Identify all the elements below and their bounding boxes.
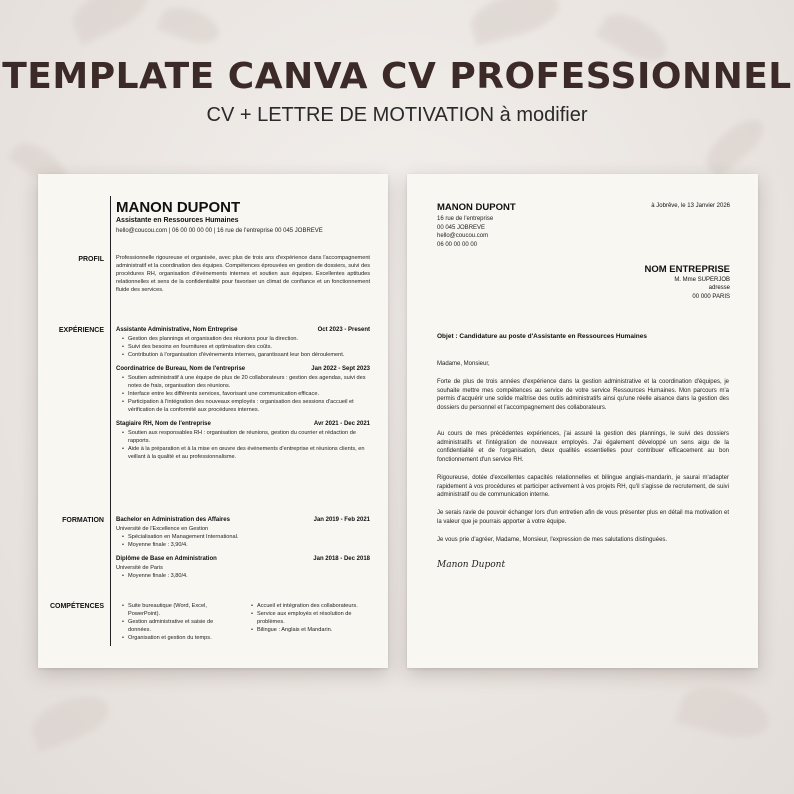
- list-item: • Gestion des plannings et organisation des réunions pour la direction.: [122, 335, 370, 343]
- recipient-name: NOM ENTREPRISE: [644, 264, 730, 275]
- job-title: Stagiaire RH, Nom de l'entreprise: [116, 421, 211, 428]
- list-item: • Suivi des besoins en fournitures et optimisation des coûts.: [122, 343, 370, 351]
- sender-name: MANON DUPONT: [437, 202, 516, 213]
- letter-closing: Je vous prie d'agréer, Madame, Monsieur, l'expression de mes salutations distinguées.: [437, 537, 668, 543]
- list-item: • Organisation et gestion du temps.: [122, 634, 237, 642]
- cv-role: Assistante en Ressources Humaines: [116, 217, 239, 224]
- cv-contact: hello@coucou.com | 06 00 00 00 00 | 16 rue de l'entreprise 00 045 JOBREVE: [116, 228, 323, 234]
- list-item: • Service aux employés et résolution de problèmes.: [251, 610, 366, 626]
- job-entry: [116, 365, 370, 414]
- recipient-line: adresse: [708, 285, 730, 292]
- formation-entry: [116, 555, 370, 580]
- recipient-line: 00 000 PARIS: [692, 293, 730, 300]
- job-entry: [116, 326, 370, 359]
- background-leaf: [676, 679, 775, 746]
- cv-name: MANON DUPONT: [116, 199, 241, 216]
- sender-line: 16 rue de l'entreprise: [437, 216, 494, 222]
- letter-paragraph: Au cours de mes précédentes expériences, j'ai assuré la gestion des plannings, le suivi des dossiers administratifs et l'intégration de nouveaux employés. J'ai également développé un sens aigu de la confidentialité et de l'organisation, deux qualités essentielles pour contribuer efficacement au bon fonctionnement d'un service RH.: [437, 431, 729, 464]
- letter-paragraph: Je serais ravie de pouvoir échanger lors d'un entretien afin de vous présenter plus en détail ma motivation et la valeur que je pourrais apporter à votre équipe.: [437, 510, 729, 525]
- background-leaf: [26, 688, 115, 753]
- list-item: • Soutien aux responsables RH : organisation de réunions, gestion du courrier et rédaction de rapports.: [122, 429, 370, 445]
- list-item: • Accueil et intégration des collaborateurs.: [251, 602, 366, 610]
- sender-line: 00 045 JOBREVE: [437, 224, 486, 231]
- list-item: • Moyenne finale : 3,90/4.: [122, 541, 370, 549]
- list-item: • Moyenne finale : 3,80/4.: [122, 572, 370, 580]
- letter-salutation: Madame, Monsieur,: [437, 361, 490, 367]
- formation-title: Bachelor en Administration des Affaires: [116, 517, 230, 523]
- job-title: Coordinatrice de Bureau, Nom de l'entreprise: [116, 366, 246, 373]
- letter-page: [407, 174, 758, 668]
- cv-page: [38, 174, 388, 668]
- list-item: • Participation à l'intégration des nouveaux employés : organisation des sessions d'accueil et vérification de la conformité aux procédures internes.: [122, 398, 370, 414]
- formation-school: Université de l'Excellence en Gestion: [116, 525, 209, 532]
- experience-section: [116, 326, 370, 461]
- formation-title: Diplôme de Base en Administration: [116, 556, 217, 563]
- job-dates: Jan 2022 - Sept 2023: [311, 366, 370, 373]
- section-label-competences: COMPÉTENCES: [49, 603, 104, 610]
- background-leaf: [65, 0, 154, 45]
- background-leaf: [466, 0, 563, 46]
- recipient-address: [674, 276, 730, 301]
- sender-address: [437, 215, 493, 250]
- competences-column: [251, 602, 366, 643]
- list-item: • Contribution à l'organisation d'événements internes, garantissant leur bon déroulement.: [122, 351, 370, 359]
- list-item: • Gestion administrative et saisie de données.: [122, 618, 237, 634]
- list-item: • Bilingue : Anglais et Mandarin.: [251, 626, 366, 634]
- letter-paragraph: Rigoureuse, dotée d'excellentes capacités relationnelles et bilingue anglais-mandarin, je saurai m'adapter rapidement à vos procédures et participer activement à vos projets RH, qu'il s'agisse de recrutement, de suivi administratif ou de communication interne.: [437, 475, 729, 499]
- formation-dates: Jan 2018 - Dec 2018: [313, 556, 370, 563]
- formation-section: [116, 516, 370, 580]
- sender-line: 06 00 00 00 00: [437, 242, 478, 249]
- letter-date: à Jobrêve, le 13 Janvier 2026: [651, 203, 730, 209]
- section-label-experience: EXPÉRIENCE: [58, 327, 104, 334]
- list-item: • Interface entre les différents services, favorisant une communication efficace.: [122, 390, 370, 398]
- list-item: • Suite bureautique (Word, Excel, PowerPoint).: [122, 602, 237, 618]
- competences-column: [122, 602, 237, 643]
- formation-school: Université de Paris: [116, 564, 163, 571]
- formation-entry: [116, 516, 370, 549]
- letter-paragraph: Forte de plus de trois années d'expérience dans la gestion administrative et la coordination d'équipes, je souhaite mettre mes compétences au service de votre service Ressources Humaines. Mon parcours m'a permis d'acquérir une solide maîtrise des outils administratifs ainsi qu'une réelle aisance dans la gestion des dossiers du personnel et l'accompagnement des collaborateurs.: [437, 379, 729, 412]
- job-title: Assistante Administrative, Nom Entreprise: [116, 327, 238, 333]
- page-title: TEMPLATE CANVA CV PROFESSIONNEL: [2, 56, 792, 97]
- profil-text: Professionnelle rigoureuse et organisée, avec plus de trois ans d'expérience dans l'accompagnement administratif et la coordination des équipes. Compétences éprouvées en gestion de dossiers, suivi des procédures RH, organisation d'événements internes et soutien aux équipes. Excellentes aptitudes relationnelles et sens de la confidentialité pour favoriser un climat de confiance et un fonctionnement fluide des services.: [116, 255, 370, 294]
- page-subtitle: CV + LETTRE DE MOTIVATION à modifier: [206, 104, 588, 126]
- job-dates: Oct 2023 - Present: [317, 327, 370, 333]
- signature: Manon Dupont: [437, 560, 506, 570]
- competences-section: [116, 602, 370, 643]
- job-entry: [116, 420, 370, 461]
- list-item: • Spécialisation en Management International.: [122, 533, 370, 541]
- list-item: • Aide à la préparation et à la mise en œuvre des événements d'entreprise et réunions clients, en veillant à la qualité et au professionnalisme.: [122, 445, 370, 461]
- sender-line: hello@coucou.com: [437, 233, 489, 240]
- list-item: • Soutien administratif à une équipe de plus de 20 collaborateurs : gestion des agendas, suivi des notes de frais, organisation des réunions.: [122, 374, 370, 390]
- background-leaf: [157, 1, 224, 50]
- job-dates: Avr 2021 - Dec 2021: [313, 421, 370, 428]
- section-label-profil: PROFIL: [78, 256, 104, 263]
- vertical-divider: [110, 196, 111, 646]
- formation-dates: Jan 2019 - Feb 2021: [313, 517, 370, 523]
- recipient-line: M. Mme SUPERJOB: [674, 277, 730, 283]
- section-label-formation: FORMATION: [62, 517, 104, 524]
- letter-object: Objet : Candidature au poste d'Assistante en Ressources Humaines: [437, 333, 647, 340]
